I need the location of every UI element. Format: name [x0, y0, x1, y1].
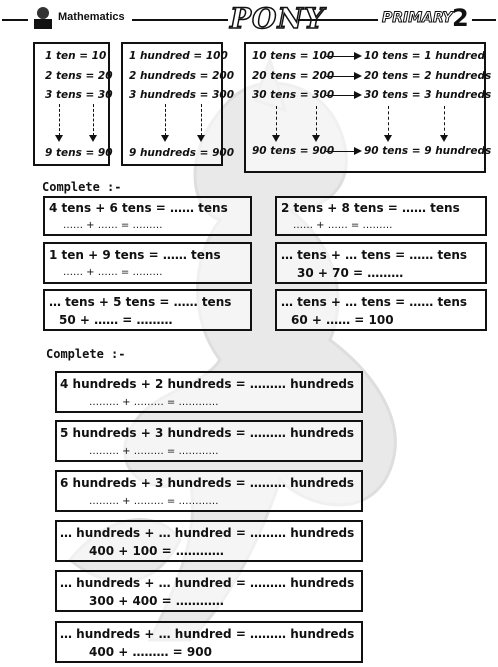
- down-arrow-icon: [444, 106, 445, 136]
- hundreds-facts-box: [121, 42, 234, 166]
- tens-exercise-box: [275, 242, 487, 284]
- hundreds-fact: 9 hundreds = 900: [129, 147, 234, 159]
- header-mid-line-left: [132, 19, 228, 21]
- tens-exercise-box: [275, 196, 487, 236]
- tens-as-hundreds: 90 tens = 9 hundreds: [364, 145, 492, 157]
- exercise-numeric-blank: 30 + 70 = ………: [297, 266, 404, 280]
- tens-total: 20 tens = 200: [252, 70, 335, 82]
- exercise-equation: … tens + … tens = …… tens: [281, 248, 468, 262]
- down-arrow-icon: [165, 104, 166, 136]
- student-reading-icon: [30, 5, 56, 31]
- tens-total: 30 tens = 300: [252, 89, 335, 101]
- exercise-equation: 6 hundreds + 3 hundreds = ……… hundreds: [60, 476, 355, 490]
- tens-as-hundreds: 10 tens = 1 hundred: [364, 50, 485, 62]
- header-bar: [0, 0, 498, 38]
- tens-as-hundreds: 30 tens = 3 hundreds: [364, 89, 492, 101]
- exercise-numeric-blank: ……… + ……… = …………: [89, 446, 219, 457]
- hundreds-exercise-box: [55, 621, 363, 663]
- tens-total: 90 tens = 900: [252, 145, 335, 157]
- exercise-numeric-blank: …… + …… = ………: [63, 220, 163, 231]
- right-arrow-icon: [326, 151, 360, 152]
- subject-title: Mathematics: [58, 11, 125, 23]
- tens-to-hundreds-box: [244, 42, 492, 173]
- section-title-complete-tens: Complete :-: [42, 180, 122, 194]
- tens-fact: 3 tens = 30: [45, 89, 113, 101]
- exercise-equation: … hundreds + … hundred = ……… hundreds: [60, 576, 355, 590]
- right-arrow-icon: [326, 95, 360, 96]
- tens-exercise-box: [43, 289, 252, 331]
- grade-number: 2: [452, 4, 469, 32]
- down-arrow-icon: [276, 106, 277, 136]
- down-arrow-icon: [388, 106, 389, 136]
- exercise-equation: … tens + … tens = …… tens: [281, 295, 468, 309]
- tens-exercise-box: [43, 196, 252, 236]
- hundreds-exercise-box: [55, 570, 363, 612]
- grade-word: PRIMARY: [382, 10, 453, 26]
- hundreds-fact: 1 hundred = 100: [129, 50, 228, 62]
- exercise-equation: 5 hundreds + 3 hundreds = ……… hundreds: [60, 426, 355, 440]
- right-arrow-icon: [326, 76, 360, 77]
- exercise-equation: … hundreds + … hundred = ……… hundreds: [60, 627, 355, 641]
- header-left-line: [2, 19, 28, 21]
- exercise-numeric-blank: 60 + …… = 100: [291, 313, 394, 327]
- exercise-equation: … tens + 5 tens = …… tens: [49, 295, 232, 309]
- exercise-equation: 4 hundreds + 2 hundreds = ……… hundreds: [60, 377, 355, 391]
- section-title-complete-hundreds: Complete :-: [46, 347, 126, 361]
- down-arrow-icon: [59, 104, 60, 136]
- tens-fact: 1 ten = 10: [45, 50, 107, 62]
- exercise-numeric-blank: ……… + ……… = …………: [89, 496, 219, 507]
- hundreds-fact: 3 hundreds = 300: [129, 89, 234, 101]
- tens-exercise-box: [275, 289, 487, 331]
- exercise-numeric-blank: ……… + ……… = …………: [89, 397, 219, 408]
- tens-total: 10 tens = 100: [252, 50, 335, 62]
- exercise-numeric-blank: 300 + 400 = …………: [89, 594, 224, 608]
- header-right-line: [472, 19, 496, 21]
- brand-logo: PONY: [230, 2, 326, 35]
- exercise-numeric-blank: …… + …… = ………: [63, 267, 163, 278]
- hundreds-exercise-box: [55, 470, 363, 512]
- exercise-equation: 1 ten + 9 tens = …… tens: [49, 248, 221, 262]
- hundreds-exercise-box: [55, 520, 363, 562]
- tens-facts-box: [33, 42, 113, 166]
- exercise-numeric-blank: 400 + ……… = 900: [89, 645, 212, 659]
- header-mid-line-right: [298, 19, 378, 21]
- exercise-equation: … hundreds + … hundred = ……… hundreds: [60, 526, 355, 540]
- tens-exercise-box: [43, 242, 252, 284]
- hundreds-exercise-box: [55, 371, 363, 413]
- tens-fact: 9 tens = 90: [45, 147, 113, 159]
- exercise-numeric-blank: 400 + 100 = …………: [89, 544, 224, 558]
- tens-fact: 2 tens = 20: [45, 70, 113, 82]
- exercise-equation: 2 tens + 8 tens = …… tens: [281, 201, 460, 215]
- exercise-numeric-blank: …… + …… = ………: [293, 220, 393, 231]
- tens-as-hundreds: 20 tens = 2 hundreds: [364, 70, 492, 82]
- down-arrow-icon: [316, 106, 317, 136]
- hundreds-fact: 2 hundreds = 200: [129, 70, 234, 82]
- hundreds-exercise-box: [55, 420, 363, 462]
- exercise-equation: 4 tens + 6 tens = …… tens: [49, 201, 228, 215]
- exercise-numeric-blank: 50 + …… = ………: [59, 313, 173, 327]
- down-arrow-icon: [201, 104, 202, 136]
- right-arrow-icon: [326, 56, 360, 57]
- down-arrow-icon: [93, 104, 94, 136]
